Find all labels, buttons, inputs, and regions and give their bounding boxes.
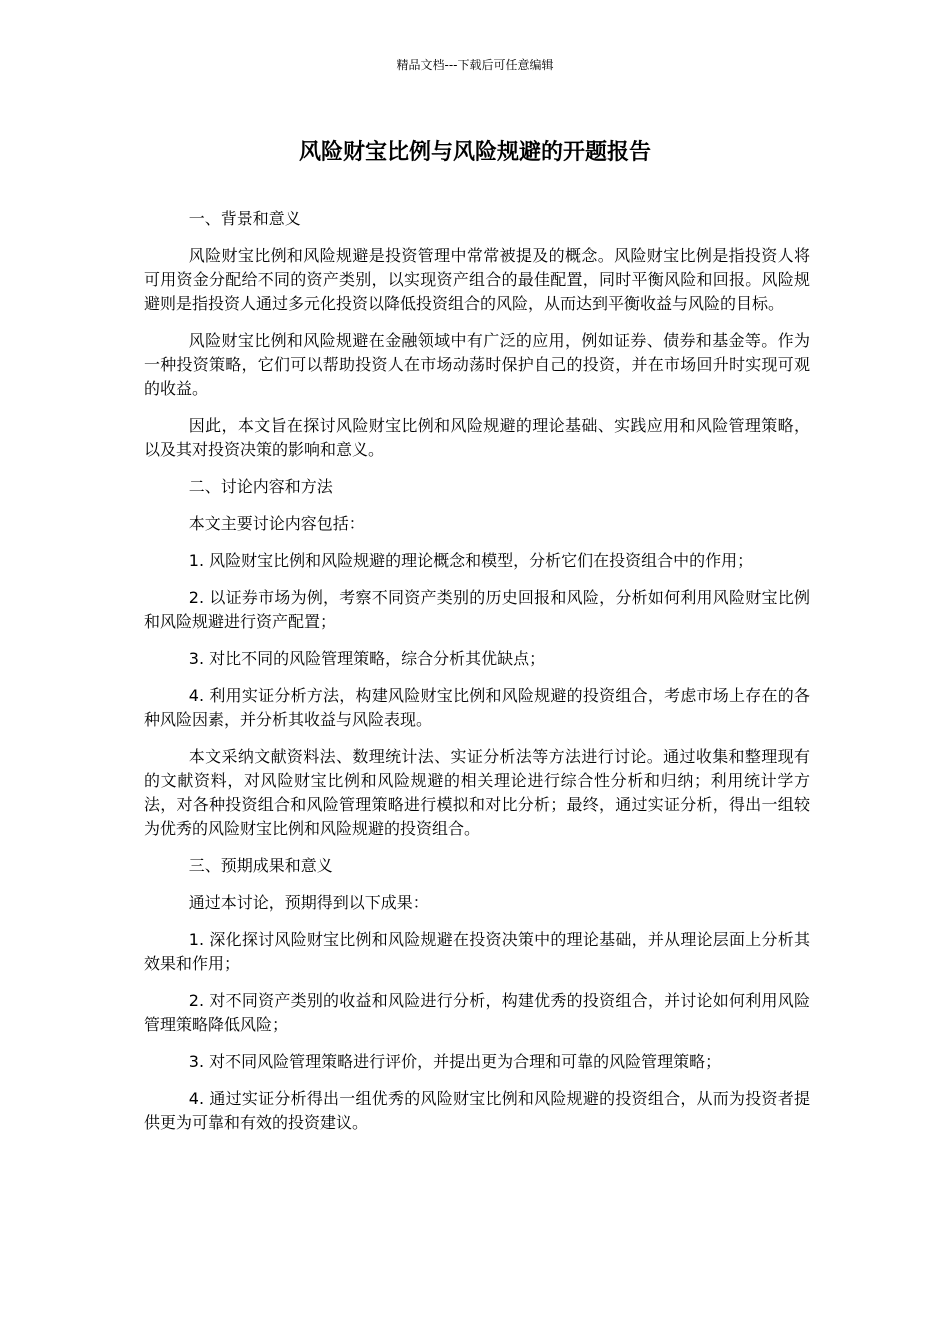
section-heading-outcomes: 三、预期成果和意义	[188, 856, 333, 875]
paragraph: 本文采纳文献资料法、数理统计法、实证分析法等方法进行讨论。通过收集和整理现有的文献资料，对风险财宝比例和风险规避的相关理论进行综合性分析和归纳；利用统计学方法，对各种投资组合和风险管理策略进行模拟和对比分析；最终，通过实证分析，得出一组较为优秀的风险财宝比例和风险规避的投资组合。	[144, 747, 810, 838]
document-body	[144, 207, 810, 1148]
document-title: 风险财宝比例与风险规避的开题报告	[298, 140, 651, 165]
section-heading-background: 一、背景和意义	[188, 209, 301, 228]
list-item: 3. 对比不同的风险管理策略，综合分析其优缺点；	[188, 649, 546, 668]
list-item: 3. 对不同风险管理策略进行评价，并提出更为合理和可靠的风险管理策略；	[188, 1052, 722, 1071]
paragraph: 风险财宝比例和风险规避在金融领域中有广泛的应用，例如证券、债券和基金等。作为一种投资策略，它们可以帮助投资人在市场动荡时保护自己的投资，并在市场回升时实现可观的收益。	[144, 331, 810, 398]
list-item: 1. 深化探讨风险财宝比例和风险规避在投资决策中的理论基础，并从理论层面上分析其效果和作用；	[144, 930, 810, 973]
paragraph: 通过本讨论，预期得到以下成果：	[188, 893, 429, 912]
page-header-note: 精品文档---下载后可任意编辑	[396, 58, 554, 72]
list-item: 4. 利用实证分析方法，构建风险财宝比例和风险规避的投资组合，考虑市场上存在的各种风险因素，并分析其收益与风险表现。	[144, 686, 810, 729]
list-item: 1. 风险财宝比例和风险规避的理论概念和模型，分析它们在投资组合中的作用；	[188, 551, 754, 570]
list-item: 2. 对不同资产类别的收益和风险进行分析，构建优秀的投资组合，并讨论如何利用风险管理策略降低风险；	[144, 991, 810, 1034]
paragraph: 风险财宝比例和风险规避是投资管理中常常被提及的概念。风险财宝比例是指投资人将可用资金分配给不同的资产类别，以实现资产组合的最佳配置，同时平衡风险和回报。风险规避则是指投资人通过多元化投资以降低投资组合的风险，从而达到平衡收益与风险的目标。	[144, 246, 810, 313]
section-heading-content-methods: 二、讨论内容和方法	[188, 477, 333, 496]
list-item: 2. 以证券市场为例，考察不同资产类别的历史回报和风险，分析如何利用风险财宝比例和风险规避进行资产配置；	[144, 588, 810, 631]
paragraph: 因此，本文旨在探讨风险财宝比例和风险规避的理论基础、实践应用和风险管理策略，以及其对投资决策的影响和意义。	[144, 416, 810, 459]
list-item: 4. 通过实证分析得出一组优秀的风险财宝比例和风险规避的投资组合，从而为投资者提供更为可靠和有效的投资建议。	[144, 1089, 810, 1132]
paragraph: 本文主要讨论内容包括：	[188, 514, 365, 533]
